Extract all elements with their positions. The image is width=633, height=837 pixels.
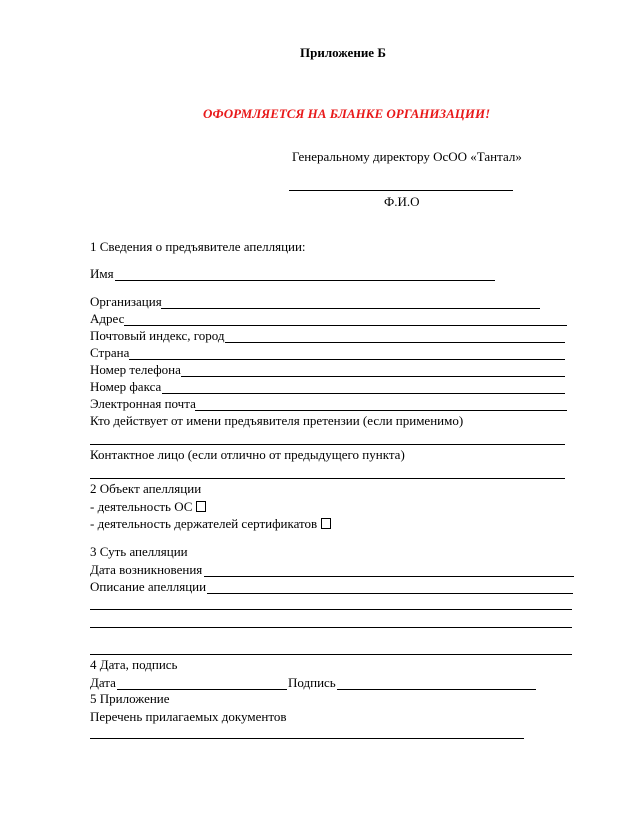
organization-field[interactable] — [90, 293, 550, 310]
name-input-line[interactable] — [115, 280, 495, 281]
email-input-line[interactable] — [195, 410, 567, 411]
country-input-line[interactable] — [129, 359, 565, 360]
object-option-os[interactable] — [90, 499, 206, 515]
address-input-line[interactable] — [124, 325, 567, 326]
postal-input-line[interactable] — [225, 342, 565, 343]
object-option-holders-label: - деятельность держателей сертификатов — [90, 516, 318, 531]
documents-input-line[interactable] — [90, 738, 524, 739]
object-option-holders[interactable] — [90, 516, 331, 532]
address-field[interactable] — [90, 310, 570, 327]
phone-label: Номер телефона — [90, 362, 181, 377]
description-label: Описание апелляции — [90, 579, 207, 594]
documents-label: Перечень прилагаемых документов — [90, 709, 287, 724]
fax-label: Номер факса — [90, 379, 162, 394]
section4-heading: 4 Дата, подпись — [90, 657, 178, 672]
postal-label: Почтовый индекс, город — [90, 328, 225, 343]
section1-heading: 1 Сведения о предъявителе апелляции: — [90, 239, 306, 254]
description-line-4[interactable] — [90, 654, 572, 655]
occurrence-date-label: Дата возникновения — [90, 562, 203, 577]
description-line-2[interactable] — [90, 609, 572, 610]
name-label: Имя — [90, 266, 114, 281]
contact-input-line[interactable] — [90, 478, 565, 479]
name-field[interactable] — [90, 265, 510, 282]
email-field[interactable] — [90, 395, 570, 412]
signature-input-line[interactable] — [337, 689, 536, 690]
organization-label: Организация — [90, 294, 162, 309]
letterhead-note: ОФОРМЛЯЕТСЯ НА БЛАНКЕ ОРГАНИЗАЦИИ! — [203, 106, 491, 121]
object-os-checkbox[interactable] — [196, 501, 206, 512]
fio-line[interactable] — [289, 190, 513, 191]
fio-caption: Ф.И.О — [384, 194, 420, 209]
postal-field[interactable] — [90, 327, 570, 344]
contact-label: Контактное лицо (если отлично от предыдущего пункта) — [90, 447, 405, 462]
object-option-os-label: - деятельность ОС — [90, 499, 193, 514]
phone-field[interactable] — [90, 361, 570, 378]
description-line-3[interactable] — [90, 627, 572, 628]
organization-input-line[interactable] — [161, 308, 540, 309]
section5-heading: 5 Приложение — [90, 691, 170, 706]
phone-input-line[interactable] — [181, 376, 565, 377]
date-input-line[interactable] — [117, 689, 287, 690]
date-signature-row — [90, 674, 540, 691]
appendix-title: Приложение Б — [300, 45, 386, 60]
section2-heading: 2 Объект апелляции — [90, 481, 202, 496]
addressee-text: Генеральному директору ОсОО «Тантал» — [292, 149, 522, 164]
date-label: Дата — [90, 675, 116, 690]
country-field[interactable] — [90, 344, 570, 361]
representative-input-line[interactable] — [90, 444, 565, 445]
fax-input-line[interactable] — [162, 393, 565, 394]
country-label: Страна — [90, 345, 130, 360]
signature-label: Подпись — [288, 675, 336, 690]
occurrence-date-input-line[interactable] — [204, 576, 574, 577]
description-field[interactable] — [90, 578, 580, 595]
address-label: Адрес — [90, 311, 125, 326]
email-label: Электронная почта — [90, 396, 196, 411]
occurrence-date-field[interactable] — [90, 561, 580, 578]
object-holders-checkbox[interactable] — [321, 518, 331, 529]
section3-heading: 3 Суть апелляции — [90, 544, 188, 559]
representative-label: Кто действует от имени предъявителя претензии (если применимо) — [90, 413, 464, 428]
fax-field[interactable] — [90, 378, 570, 395]
description-input-line[interactable] — [207, 593, 573, 594]
